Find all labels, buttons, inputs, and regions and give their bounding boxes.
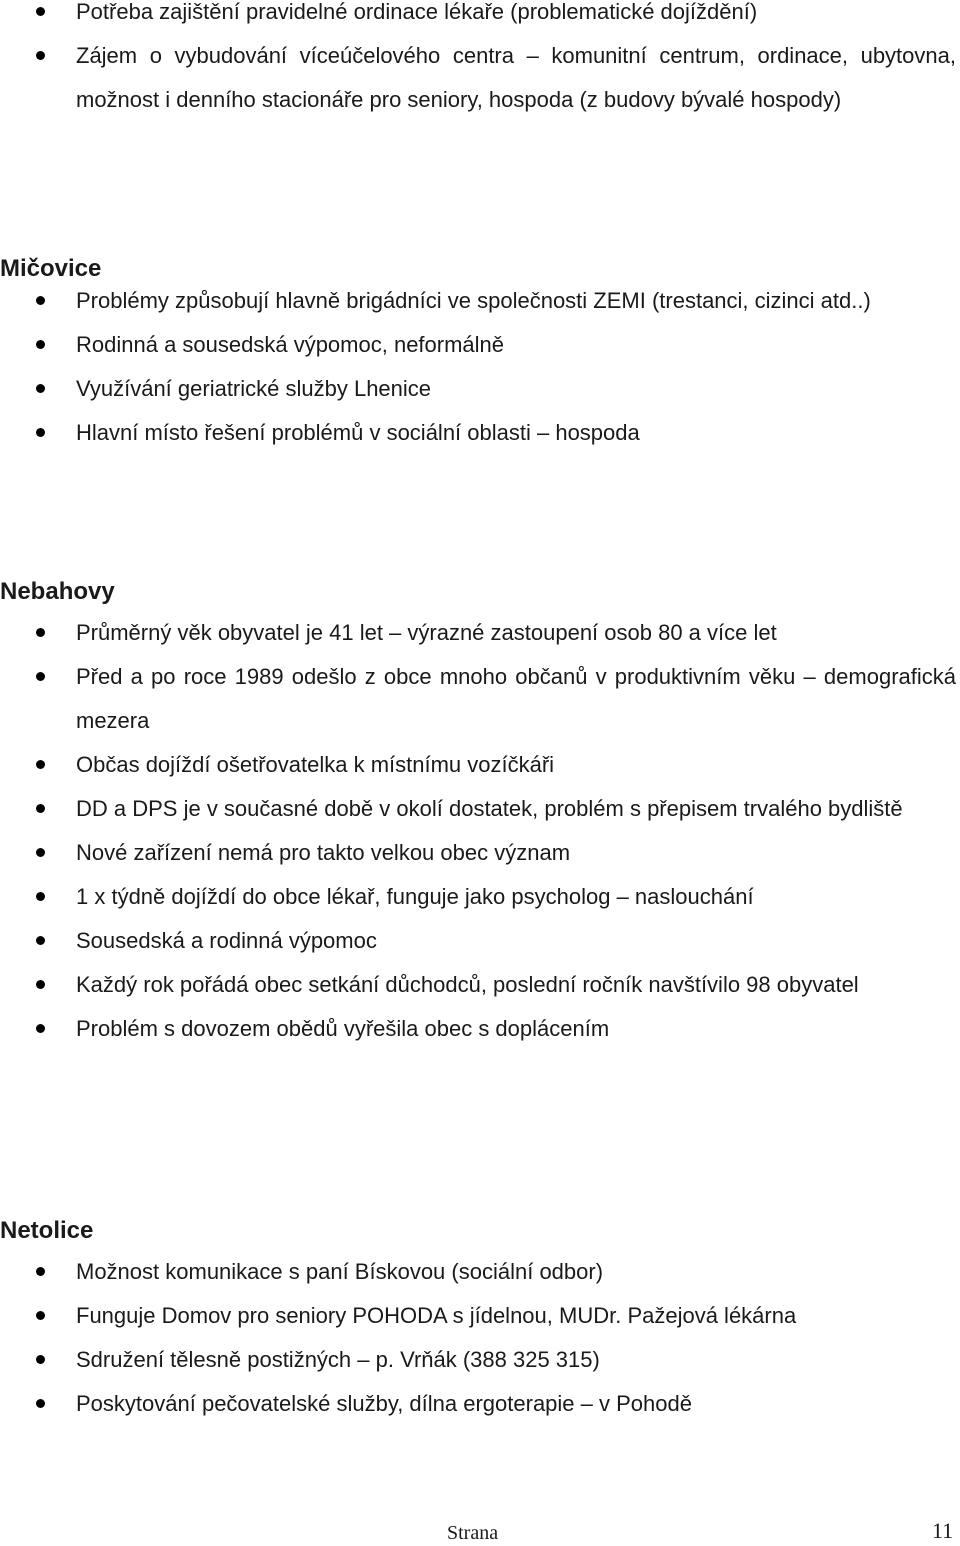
list-item: Poskytování pečovatelské služby, dílna ergoterapie – v Pohodě: [0, 1382, 960, 1426]
list-item: Zájem o vybudování víceúčelového centra – komunitní centrum, ordinace, ubytovna, možnost i denního stacionáře pro seniory, hospoda (z budovy bývalé hospody): [0, 34, 960, 122]
list-item: Využívání geriatrické služby Lhenice: [0, 367, 960, 411]
list-item: Potřeba zajištění pravidelné ordinace lékaře (problematické dojíždění): [0, 0, 960, 34]
list-item: Občas dojíždí ošetřovatelka k místnímu vozíčkáři: [0, 743, 960, 787]
footer-label: Strana: [447, 1522, 499, 1544]
intro-section: [0, 0, 960, 122]
section-list: [0, 611, 960, 1051]
list-item: Sousedská a rodinná výpomoc: [0, 919, 960, 963]
list-item: Každý rok pořádá obec setkání důchodců, poslední ročník navštívilo 98 obyvatel: [0, 963, 960, 1007]
list-item: Nové zařízení nemá pro takto velkou obec význam: [0, 831, 960, 875]
section-heading: Netolice: [0, 1217, 94, 1244]
intro-list: [0, 0, 960, 122]
list-item: Problémy způsobují hlavně brigádníci ve společnosti ZEMI (trestanci, cizinci atd..): [0, 279, 960, 323]
list-item: Možnost komunikace s paní Bískovou (sociální odbor): [0, 1250, 960, 1294]
page-number: 11: [932, 1518, 954, 1543]
list-item: 1 x týdně dojíždí do obce lékař, funguje jako psycholog – naslouchání: [0, 875, 960, 919]
list-item: Rodinná a sousedská výpomoc, neformálně: [0, 323, 960, 367]
page-footer: [0, 1518, 960, 1546]
list-item: Před a po roce 1989 odešlo z obce mnoho občanů v produktivním věku – demografická mezera: [0, 655, 960, 743]
list-item: Sdružení tělesně postižných – p. Vrňák (388 325 315): [0, 1338, 960, 1382]
section-list: [0, 1250, 960, 1426]
section-list: [0, 279, 960, 455]
list-item: Hlavní místo řešení problémů v sociální oblasti – hospoda: [0, 411, 960, 455]
list-item: Průměrný věk obyvatel je 41 let – výrazné zastoupení osob 80 a více let: [0, 611, 960, 655]
list-item: Problém s dovozem obědů vyřešila obec s doplácením: [0, 1007, 960, 1051]
section-heading: Nebahovy: [0, 578, 115, 605]
list-item: Funguje Domov pro seniory POHODA s jídelnou, MUDr. Pažejová lékárna: [0, 1294, 960, 1338]
list-item: DD a DPS je v současné době v okolí dostatek, problém s přepisem trvalého bydliště: [0, 787, 960, 831]
section-heading: Mičovice: [0, 255, 102, 282]
